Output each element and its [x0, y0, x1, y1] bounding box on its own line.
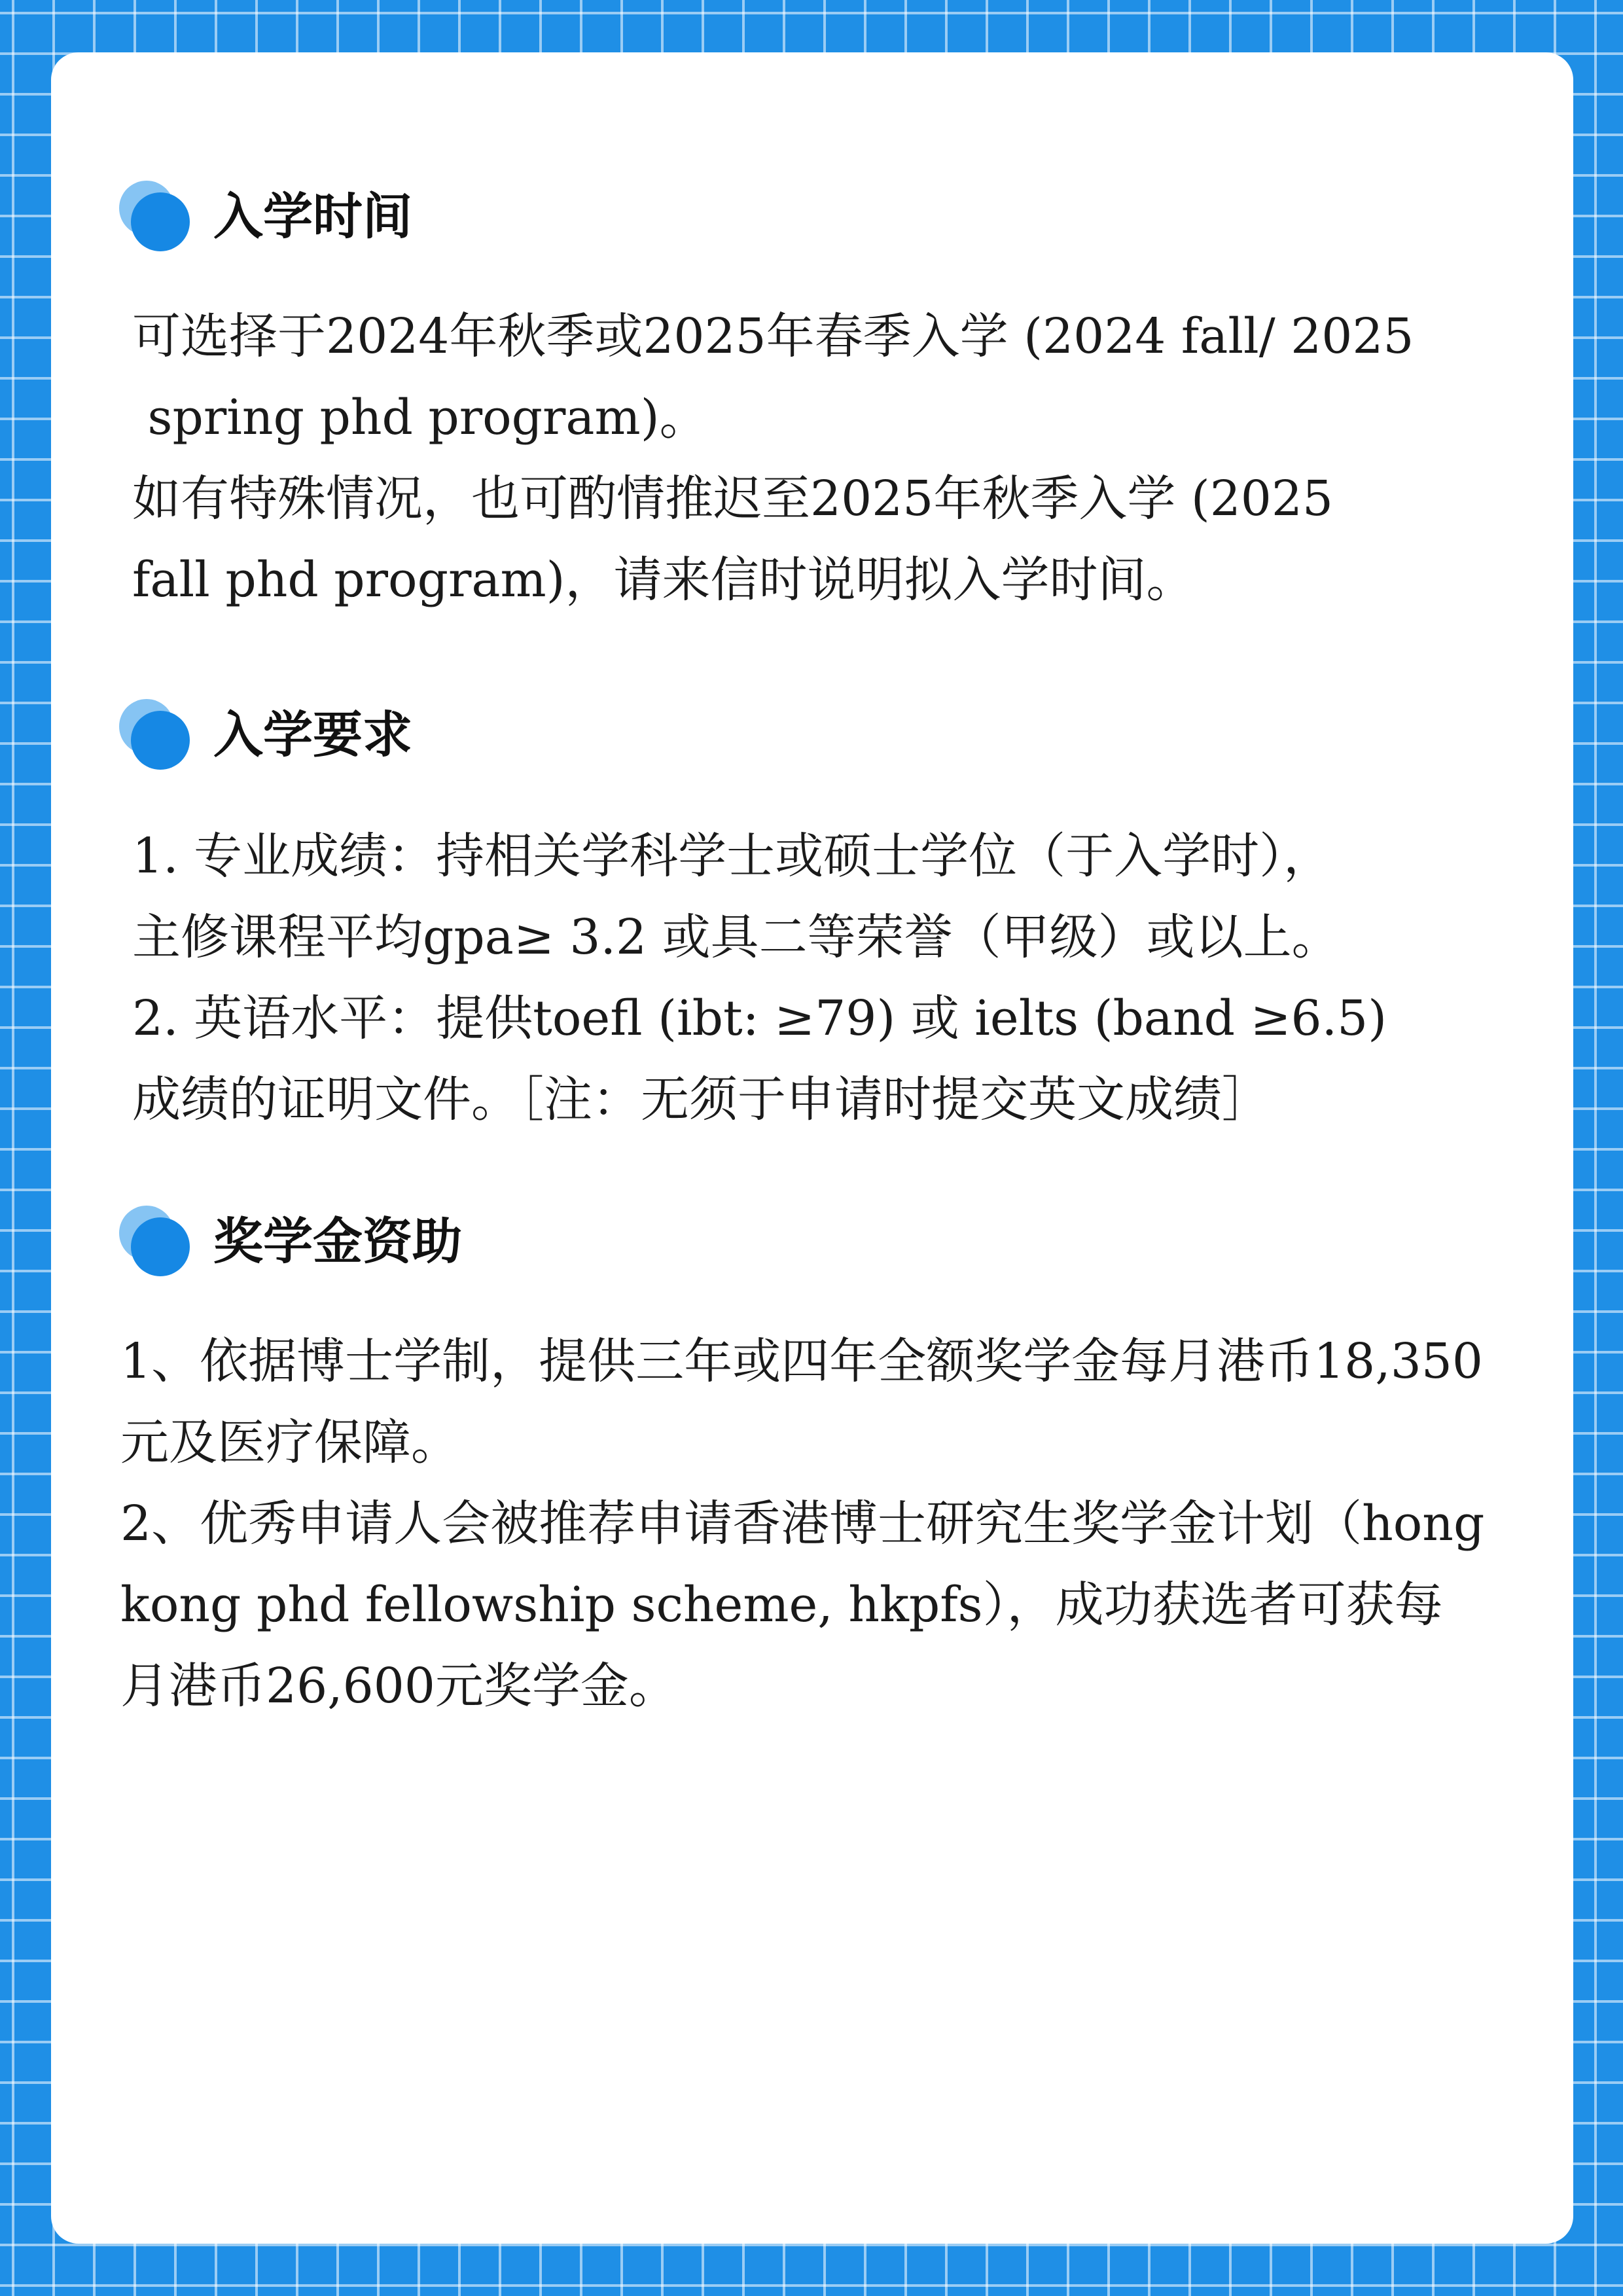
- text-line: fall phd program)，请来信时说明拟入学时间。: [132, 552, 1195, 608]
- text-line: 2. 英语水平：提供toefl (ibt: ≥79) 或 ielts (band ≥6.5): [132, 990, 1387, 1047]
- bullet-dot-icon: [119, 699, 191, 771]
- section-paragraph: [132, 816, 1387, 1140]
- text-line: 如有特殊情况，也可酌情推迟至2025年秋季入学 (2025: [132, 471, 1334, 527]
- text-line: spring phd program)。: [132, 389, 708, 446]
- section-title: 入学时间: [213, 187, 412, 245]
- bullet-dot-icon: [119, 181, 191, 253]
- content-card: [51, 52, 1573, 2244]
- text-line: 2、优秀申请人会被推荐申请香港博士研究生奖学金计划（hong: [120, 1496, 1485, 1552]
- section-header-enrollment-time: [119, 181, 412, 253]
- text-line: 1. 专业成绩：持相关学科学士或硕士学位（于入学时），: [132, 828, 1332, 884]
- section-title: 奖学金资助: [213, 1212, 462, 1270]
- text-line: kong phd fellowship scheme, hkpfs），成功获选者可获每: [120, 1577, 1443, 1633]
- text-line: 月港币26,600元奖学金。: [120, 1658, 677, 1714]
- text-line: 可选择于2024年秋季或2025年春季入学 (2024 fall/ 2025: [132, 308, 1414, 365]
- section-title: 入学要求: [213, 706, 412, 764]
- section-header-admission-requirements: [119, 699, 412, 771]
- bullet-dot-icon: [119, 1206, 191, 1278]
- text-line: 元及医疗保障。: [120, 1414, 459, 1471]
- text-line: 1、依据博士学制，提供三年或四年全额奖学金每月港币18,350: [120, 1333, 1484, 1390]
- text-line: 成绩的证明文件。［注：无须于申请时提交英文成绩］: [132, 1071, 1270, 1128]
- section-paragraph: [120, 1321, 1484, 1727]
- text-line: 主修课程平均gpa≥ 3.2 或具二等荣誉（甲级）或以上。: [132, 909, 1340, 965]
- section-paragraph: [132, 296, 1414, 620]
- section-header-scholarship: [119, 1206, 462, 1278]
